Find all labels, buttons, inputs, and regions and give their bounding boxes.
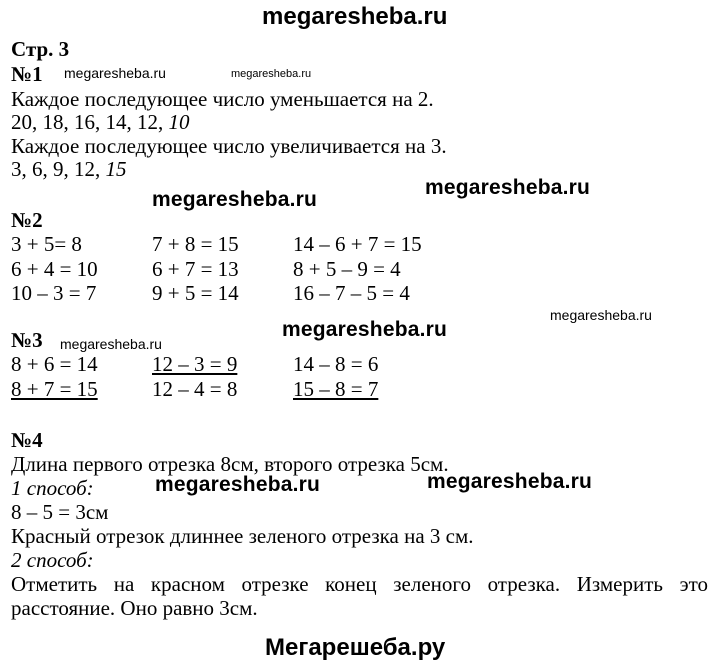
task2-expr: 3 + 5= 8	[11, 232, 82, 256]
watermark-big: megaresheba.ru	[427, 470, 593, 493]
task1-line2: Каждое последующее число увеличивается на 3.	[11, 134, 447, 158]
task3-expr: 14 – 8 = 6	[293, 352, 379, 376]
task2-title: №2	[11, 208, 43, 232]
watermark-big: megaresheba.ru	[282, 318, 448, 341]
task2-expr: 7 + 8 = 15	[152, 232, 239, 256]
watermark-big: megaresheba.ru	[155, 473, 321, 496]
task4-line1: Длина первого отрезка 8см, второго отрезка 5см.	[11, 452, 449, 476]
task4-calc: 8 – 5 = 3см	[11, 500, 109, 524]
task1-seq2-answer: 15	[105, 157, 127, 181]
task1-seq1-answer: 10	[168, 110, 190, 134]
task2-expr: 9 + 5 = 14	[152, 281, 239, 305]
task4-title: №4	[11, 428, 43, 452]
task4-method2: 2 способ:	[11, 548, 94, 572]
task3-expr-underlined: 8 + 7 = 15	[11, 377, 98, 401]
task4-method1: 1 способ:	[11, 476, 94, 500]
watermark-big: megaresheba.ru	[152, 188, 318, 211]
task2-expr: 16 – 7 – 5 = 4	[293, 281, 410, 305]
task1-line1: Каждое последующее число уменьшается на 2.	[11, 87, 434, 111]
task2-expr: 6 + 7 = 13	[152, 257, 239, 281]
task1-seq2-values: 3, 6, 9, 12,	[11, 157, 106, 181]
watermark-big: megaresheba.ru	[425, 176, 591, 199]
task2-expr: 14 – 6 + 7 = 15	[293, 232, 422, 256]
page-label: Стр. 3	[11, 37, 70, 61]
task2-expr: 6 + 4 = 10	[11, 257, 98, 281]
watermark-tiny: megaresheba.ru	[231, 68, 312, 80]
task3-expr: 8 + 6 = 14	[11, 352, 98, 376]
footer-watermark: Мегарешеба.ру	[265, 634, 446, 661]
watermark-small: megaresheba.ru	[64, 65, 166, 81]
task2-expr: 10 – 3 = 7	[11, 281, 97, 305]
watermark-small: megaresheba.ru	[60, 336, 162, 352]
task2-expr: 8 + 5 – 9 = 4	[293, 257, 401, 281]
task1-seq1	[11, 110, 190, 134]
task4-line4: расстояние. Оно равно 3см.	[11, 596, 258, 620]
task4-line2: Красный отрезок длиннее зеленого отрезка на 3 см.	[11, 524, 474, 548]
watermark-small: megaresheba.ru	[550, 307, 652, 323]
task3-expr-underlined: 12 – 3 = 9	[152, 352, 238, 376]
task3-expr-underlined: 15 – 8 = 7	[293, 377, 379, 401]
task4-line3: Отметить на красном отрезке конец зеленого отрезка. Измерить это	[11, 572, 708, 596]
header-watermark: megaresheba.ru	[262, 3, 448, 30]
task3-expr: 12 – 4 = 8	[152, 377, 238, 401]
task1-seq2	[11, 157, 127, 181]
task3-title: №3	[11, 328, 43, 352]
task1-title: №1	[11, 62, 43, 86]
task1-seq1-values: 20, 18, 16, 14, 12,	[11, 110, 169, 134]
